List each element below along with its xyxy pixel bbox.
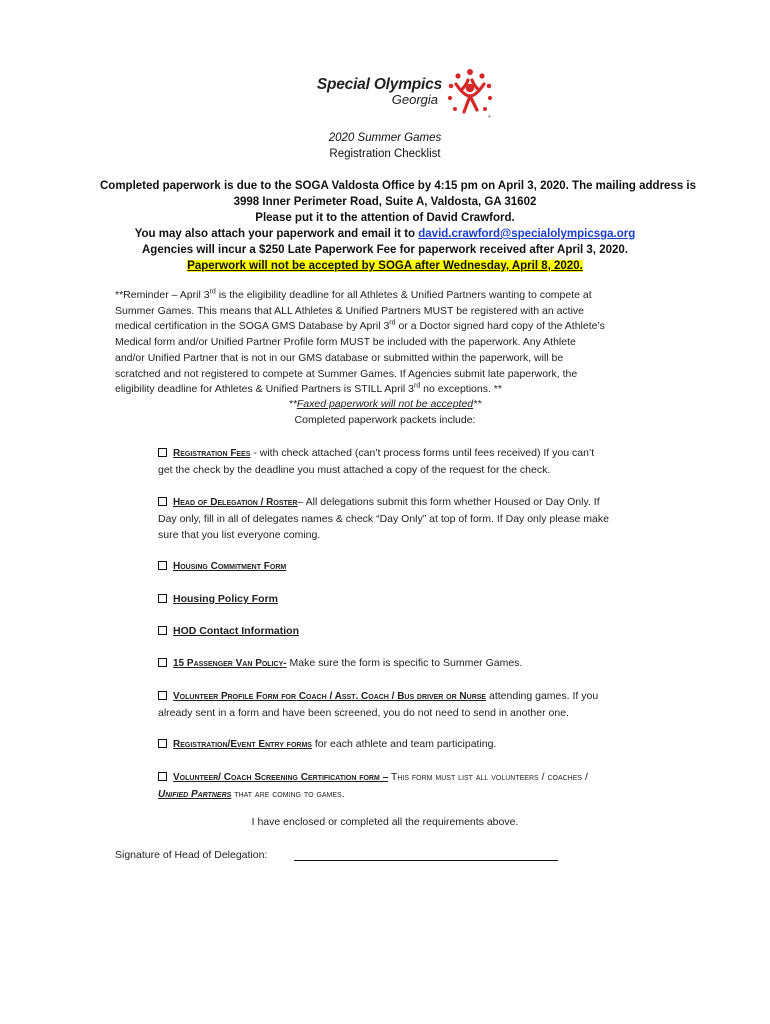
special-olympics-logo <box>292 66 502 120</box>
checkbox[interactable] <box>158 772 167 781</box>
notice-line-3: Please put it to the attention of David Crawford. <box>255 212 515 224</box>
superscript: rd <box>414 382 421 390</box>
checkbox[interactable] <box>158 739 167 748</box>
checkbox[interactable] <box>158 658 167 667</box>
reminder-text: Medical form and/or Unified Partner Profile form MUST be included with the paperwork. Any Athlete <box>115 336 576 349</box>
notice-email-prefix: You may also attach your paperwork and email it to <box>134 228 419 240</box>
notice-line-4 <box>100 226 670 242</box>
email-link[interactable]: david.crawford@specialolympicsga.org <box>418 228 636 240</box>
reminder-text: and/or Unified Partner that is not in our GMS database or submitted within the paperwork, will be <box>115 351 564 364</box>
checklist-item-hod-contact <box>158 623 658 639</box>
checklist-item-housing-commitment <box>158 558 658 575</box>
checklist-item-van-policy <box>158 655 658 672</box>
item-text: - with check attached (can’t process forms until fees received) If you can’t <box>250 447 595 459</box>
item-text: attending games. If you <box>486 690 599 702</box>
checkbox[interactable] <box>158 691 167 700</box>
item-text: for each athlete and team participating. <box>311 738 497 750</box>
deadline-notice <box>100 178 697 274</box>
page-subtitle: Registration Checklist <box>329 148 441 160</box>
item-title: Volunteer Profile Form for Coach / Asst. Coach / Bus driver or Nurse <box>173 691 487 702</box>
reminder-text: medical certification in the SOGA GMS Database by April 3 <box>115 320 390 333</box>
enclosed-statement: I have enclosed or completed all the requirements above. <box>251 816 519 828</box>
checklist-item-event-entry <box>158 736 658 753</box>
superscript: rd <box>209 288 216 296</box>
item-text: – All delegations submit this form whether Housed or Day Only. If <box>297 496 600 508</box>
item-title: Registration/Event Entry forms <box>173 739 312 750</box>
reminder-text: no exceptions. ** <box>420 383 502 396</box>
reminder-text: or a Doctor signed hard copy of the Athlete’s <box>395 320 605 333</box>
item-title: 15 Passenger Van Policy- <box>173 658 287 669</box>
item-title: HOD Contact Information <box>173 625 299 637</box>
reminder-text: **Reminder – April 3 <box>115 289 210 301</box>
signature-label: Signature of Head of Delegation: <box>115 849 268 861</box>
notice-line-5: Agencies will incur a $250 Late Paperwork Fee for paperwork received after April 3, 2020. <box>142 244 628 256</box>
reminder-text: scratched and not registered to compete at Summer Games. If Agencies submit late paperwork, the <box>115 367 578 380</box>
item-title: Head of Delegation / Roster <box>173 497 298 508</box>
item-text: get the check by the deadline you must attached a copy of the request for the check. <box>158 464 551 476</box>
item-title: Housing Commitment Form <box>173 561 287 572</box>
item-title: Housing Policy Form <box>173 593 279 605</box>
notice-line-1: Completed paperwork is due to the SOGA Valdosta Office by 4:15 pm on April 3, 2020. The mailing address is <box>100 180 697 192</box>
item-text: This form must list all volunteers / coaches / <box>388 771 588 783</box>
checklist-item-volunteer-profile <box>158 688 658 721</box>
item-text: that are coming to games. <box>231 788 345 800</box>
faxed-suffix: ** <box>473 398 482 410</box>
superscript: rd <box>389 319 396 327</box>
faxed-text: Faxed paperwork will not be accepted <box>296 398 474 410</box>
logo-wordmark <box>292 76 442 106</box>
checklist-item-head-of-delegation <box>158 494 658 543</box>
item-text: Make sure the form is specific to Summer Games. <box>286 657 523 669</box>
reminder-paragraph <box>115 288 655 398</box>
checkbox[interactable] <box>158 626 167 635</box>
logo-line-2: Georgia <box>391 92 438 107</box>
final-deadline-highlight: Paperwork will not be accepted by SOGA after Wednesday, April 8, 2020. <box>187 260 583 272</box>
item-title-continued: Unified Partners <box>158 789 232 800</box>
reminder-text: eligibility deadline for Athletes & Unified Partners is STILL April 3 <box>115 383 415 396</box>
item-text: already sent in a form and have been screened, you do not need to send in another one. <box>158 707 569 719</box>
checklist-item-screening-certification <box>158 769 658 803</box>
packets-intro: Completed paperwork packets include: <box>294 414 476 426</box>
reminder-text: is the eligibility deadline for all Athletes & Unified Partners wanting to compete at <box>215 289 592 301</box>
notice-line-2: 3998 Inner Perimeter Road, Suite A, Valdosta, GA 31602 <box>233 196 537 208</box>
svg-text:®: ® <box>488 114 491 119</box>
checkbox[interactable] <box>158 561 167 570</box>
faxed-warning <box>115 397 655 413</box>
checkbox[interactable] <box>158 448 167 457</box>
checkbox[interactable] <box>158 594 167 603</box>
checkbox[interactable] <box>158 497 167 506</box>
reminder-text: Summer Games. This means that ALL Athletes & Unified Partners MUST be registered with an active <box>115 304 585 317</box>
item-title: Volunteer/ Coach Screening Certification form – <box>173 772 389 783</box>
checklist-item-housing-policy <box>158 591 658 607</box>
page-title: 2020 Summer Games <box>328 132 442 144</box>
notice-line-6 <box>100 258 670 274</box>
special-olympics-emblem-icon <box>444 66 496 120</box>
item-text: sure that you list everyone coming. <box>158 529 321 541</box>
signature-line[interactable] <box>294 860 558 861</box>
checklist-item-registration-fees <box>158 445 658 478</box>
item-title: Registration Fees <box>173 448 251 459</box>
item-text: Day only, fill in all of delegates names & check “Day Only” at top of form. If Day only please make <box>158 513 609 525</box>
faxed-prefix: ** <box>288 398 297 410</box>
logo-line-1: Special Olympics <box>316 76 442 93</box>
